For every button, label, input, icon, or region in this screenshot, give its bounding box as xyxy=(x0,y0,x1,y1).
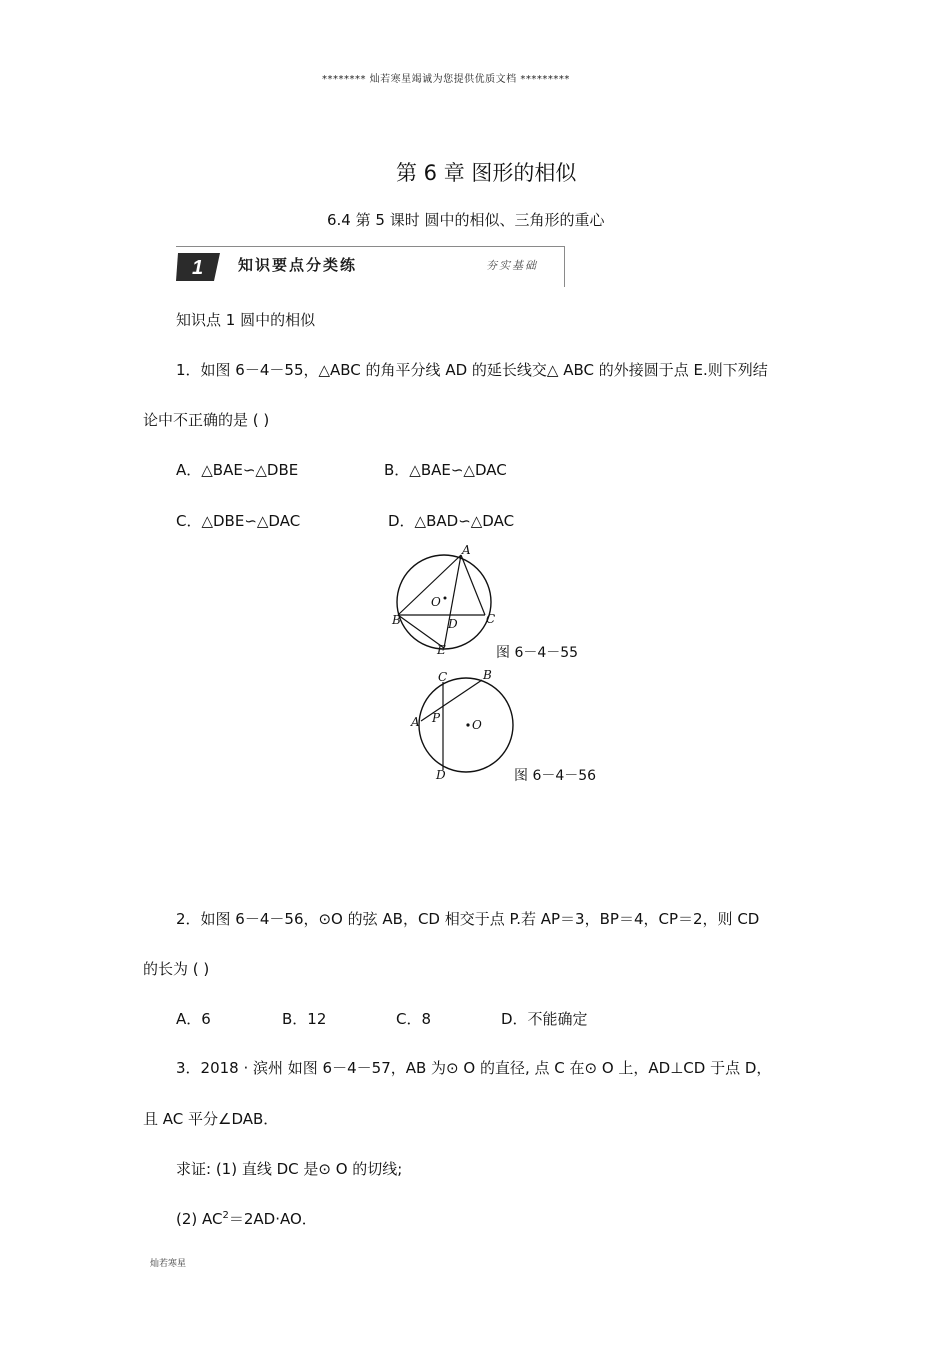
q1-option-a: A．△BAE∽△DBE xyxy=(176,461,299,479)
label-c: C xyxy=(486,612,496,626)
label-p: P xyxy=(432,711,441,725)
label-o: O xyxy=(472,718,482,732)
label-d: D xyxy=(448,617,458,631)
q3-part2-suffix: ＝2AD·AO． xyxy=(228,1210,317,1228)
q3-part2-prefix: (2) AC xyxy=(176,1210,223,1228)
q3-part2-exponent: 2 xyxy=(222,1210,229,1221)
header-text: ******** 灿若寒星竭诚为您提供优质文档 ********* xyxy=(322,74,570,85)
q2-stem-line2: 的长为 ( ) xyxy=(143,960,210,978)
q2-option-b: B．12 xyxy=(282,1010,327,1028)
q1-stem-line1: 1．如图 6－4－55，△ABC 的角平分线 AD 的延长线交△ ABC 的外接圆于点 E.则下列结 xyxy=(176,361,768,379)
banner-badge-number: 1 xyxy=(192,257,204,279)
label-a: A xyxy=(462,543,471,557)
figure-6-4-56 xyxy=(400,665,530,785)
q3-stem-line2: 且 AC 平分∠DAB． xyxy=(143,1110,279,1128)
q3-prove-part1: 求证: (1) 直线 DC 是⊙ O 的切线; xyxy=(176,1160,403,1178)
q1-option-c: C．△DBE∽△DAC xyxy=(176,512,301,530)
label-d: D xyxy=(436,768,446,782)
lesson-title: 6.4 第 5 课时 圆中的相似、三角形的重心 xyxy=(327,211,605,229)
banner-badge-icon xyxy=(176,249,226,283)
q2-option-d: D．不能确定 xyxy=(501,1010,588,1028)
q1-option-b: B．△BAE∽△DAC xyxy=(384,461,507,479)
label-a: A xyxy=(411,715,420,729)
q1-option-d: D．△BAD∽△DAC xyxy=(388,512,515,530)
q3-prove-part2 xyxy=(176,1208,317,1229)
section-heading: 知识点 1 圆中的相似 xyxy=(176,311,316,329)
label-c: C xyxy=(438,670,448,684)
section-banner xyxy=(176,246,565,287)
banner-title: 知识要点分类练 xyxy=(238,256,358,274)
figure-56-caption: 图 6－4－56 xyxy=(514,768,597,784)
q2-option-a: A．6 xyxy=(176,1010,211,1028)
q1-stem-line2: 论中不正确的是 ( ) xyxy=(143,411,270,429)
label-b: B xyxy=(483,668,492,682)
chapter-title: 第 6 章 图形的相似 xyxy=(396,161,577,185)
circle-o xyxy=(419,678,513,772)
q2-option-c: C．8 xyxy=(396,1010,432,1028)
label-e: E xyxy=(437,643,446,657)
footer-text: 灿若寒星 xyxy=(150,1259,187,1269)
label-o: O xyxy=(431,595,441,609)
banner-subtitle: 夯实基础 xyxy=(486,259,538,272)
q3-stem-line1: 3．2018 · 滨州 如图 6－4－57，AB 为⊙ O 的直径, 点 C 在⊙ O 上，AD⊥CD 于点 D， xyxy=(176,1059,772,1077)
center-point xyxy=(466,723,469,726)
q2-stem-line1: 2．如图 6－4－56，⊙O 的弦 AB，CD 相交于点 P.若 AP＝3，BP＝4，CP＝2，则 CD xyxy=(176,910,760,928)
figure-55-caption: 图 6－4－55 xyxy=(496,645,579,661)
label-b: B xyxy=(392,613,401,627)
center-point xyxy=(444,597,447,600)
